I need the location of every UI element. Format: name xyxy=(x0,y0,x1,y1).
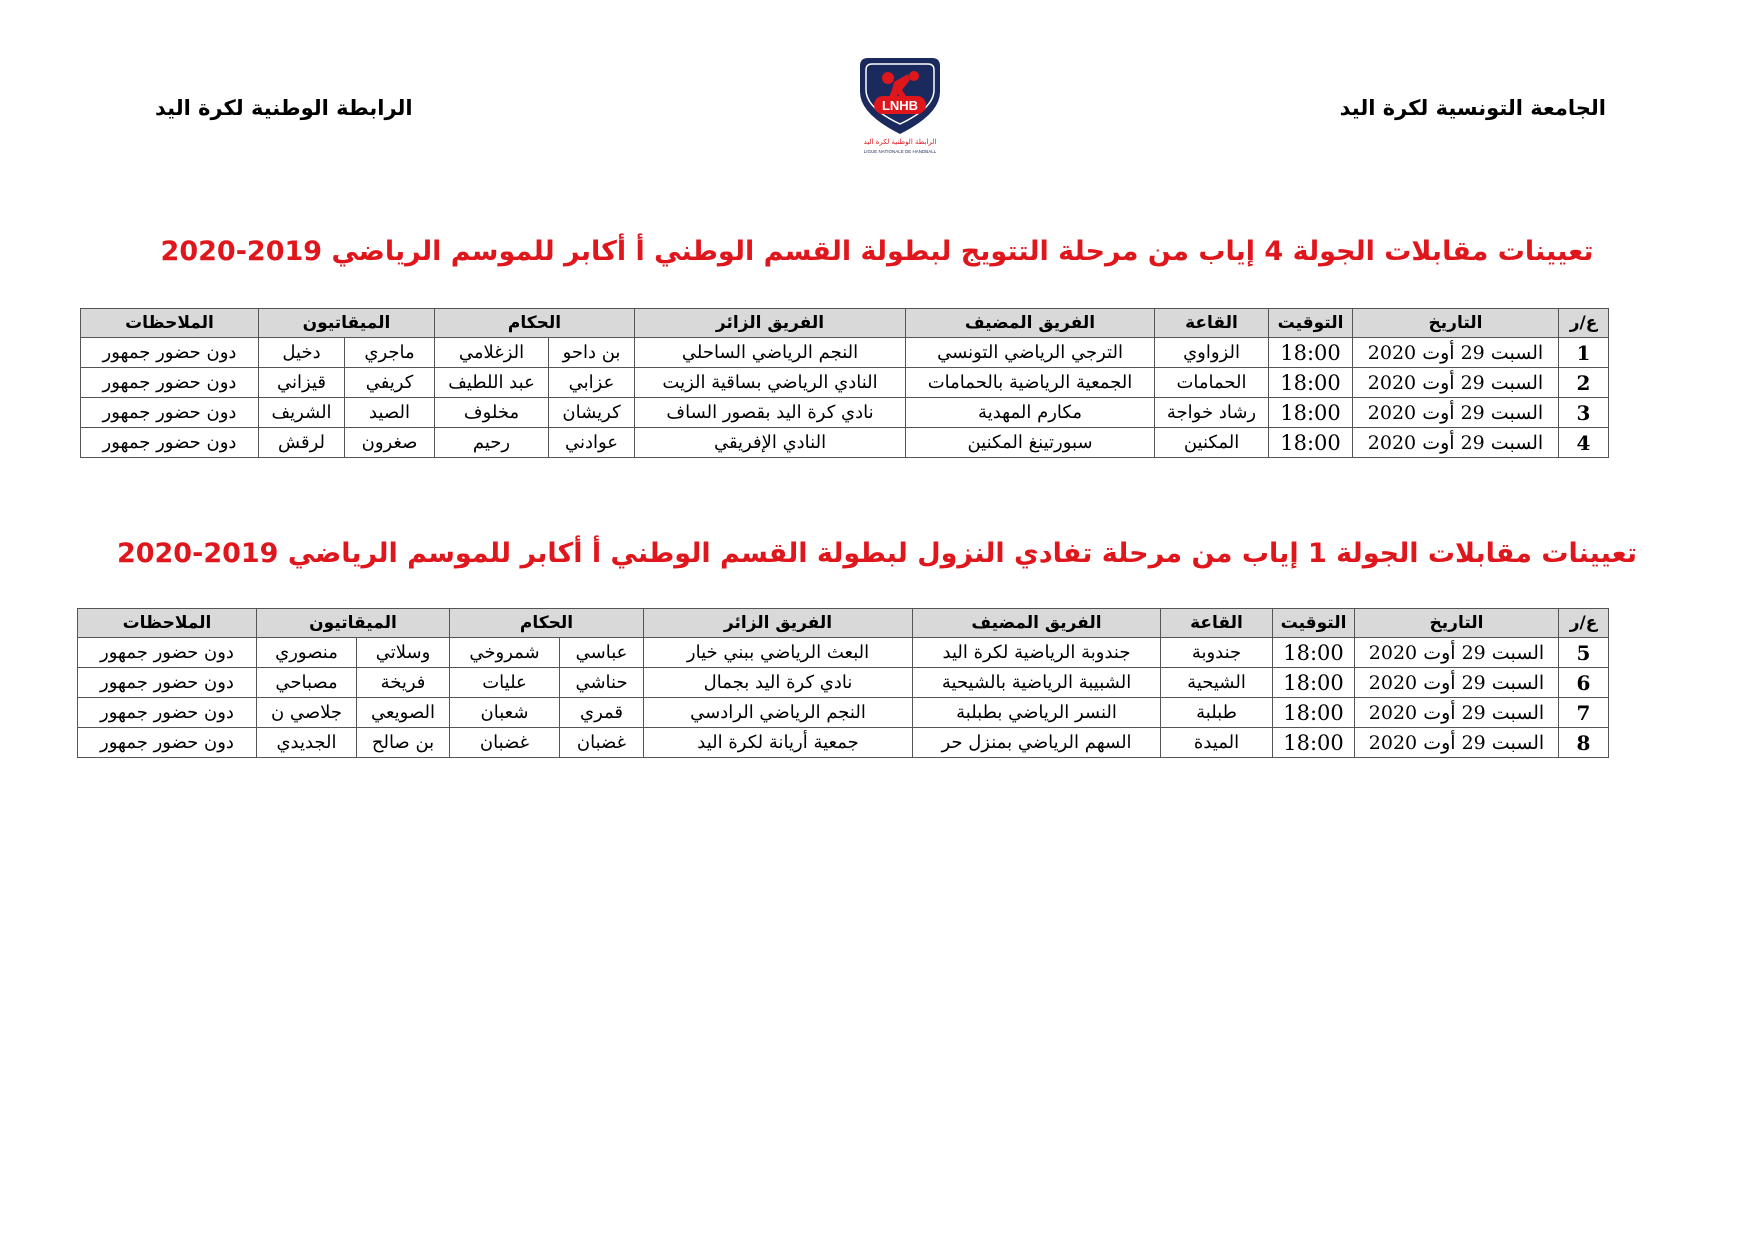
row-referee-2: شعبان xyxy=(450,698,560,728)
col-header-num: ع/ر xyxy=(1559,309,1609,338)
row-referee-2: شمروخي xyxy=(450,638,560,668)
row-referee-1: حناشي xyxy=(560,668,644,698)
col-header-timekeepers: الميقاتيون xyxy=(259,309,435,338)
table-header-row xyxy=(78,609,1609,638)
row-timekeeper-2: قيزاني xyxy=(259,368,345,398)
federation-name: الجامعة التونسية لكرة اليد xyxy=(1339,96,1606,120)
row-home-team: سبورتينغ المكنين xyxy=(906,428,1155,458)
row-num: 6 xyxy=(1559,668,1609,698)
col-header-timekeepers: الميقاتيون xyxy=(257,609,450,638)
row-away-team: النجم الرياضي الساحلي xyxy=(635,338,906,368)
row-timekeeper-1: صغرون xyxy=(345,428,435,458)
col-header-time: التوقيت xyxy=(1273,609,1355,638)
row-num: 4 xyxy=(1559,428,1609,458)
row-away-team: نادي كرة اليد بجمال xyxy=(644,668,913,698)
row-time: 18:00 xyxy=(1273,668,1355,698)
row-date: السبت 29 أوت 2020 xyxy=(1355,668,1559,698)
league-name: الرابطة الوطنية لكرة اليد xyxy=(155,96,413,120)
row-venue: الشيحية xyxy=(1161,668,1273,698)
row-timekeeper-1: كريفي xyxy=(345,368,435,398)
row-referee-2: غضبان xyxy=(450,728,560,758)
col-header-notes: الملاحظات xyxy=(81,309,259,338)
col-header-referees: الحكام xyxy=(435,309,635,338)
row-timekeeper-2: لرقش xyxy=(259,428,345,458)
table-row xyxy=(81,338,1609,368)
assignments-table-2 xyxy=(77,608,1609,758)
row-notes: دون حضور جمهور xyxy=(81,368,259,398)
row-away-team: البعث الرياضي ببني خيار xyxy=(644,638,913,668)
row-away-team: النجم الرياضي الرادسي xyxy=(644,698,913,728)
row-timekeeper-1: الصويعي xyxy=(357,698,450,728)
row-timekeeper-1: الصيد xyxy=(345,398,435,428)
row-venue: الميدة xyxy=(1161,728,1273,758)
col-header-date: التاريخ xyxy=(1355,609,1559,638)
row-timekeeper-1: فريخة xyxy=(357,668,450,698)
row-away-team: نادي كرة اليد بقصور الساف xyxy=(635,398,906,428)
row-referee-1: عباسي xyxy=(560,638,644,668)
row-time: 18:00 xyxy=(1269,338,1353,368)
row-notes: دون حضور جمهور xyxy=(78,668,257,698)
col-header-notes: الملاحظات xyxy=(78,609,257,638)
row-time: 18:00 xyxy=(1273,698,1355,728)
row-notes: دون حضور جمهور xyxy=(78,728,257,758)
table-row xyxy=(78,638,1609,668)
col-header-referees: الحكام xyxy=(450,609,644,638)
section-2-title: تعيينات مقابلات الجولة 1 إياب من مرحلة تفادي النزول لبطولة القسم الوطني أ أكابر للموسم الرياضي 2019-2020 xyxy=(116,538,1638,569)
section-1-title: تعيينات مقابلات الجولة 4 إياب من مرحلة التتويج لبطولة القسم الوطني أ أكابر للموسم الرياضي 2019-2020 xyxy=(160,236,1594,267)
row-home-team: الجمعية الرياضية بالحمامات xyxy=(906,368,1155,398)
row-num: 7 xyxy=(1559,698,1609,728)
row-home-team: الشبيبة الرياضية بالشيحية xyxy=(913,668,1161,698)
row-referee-1: غضبان xyxy=(560,728,644,758)
table-row xyxy=(81,368,1609,398)
row-timekeeper-1: بن صالح xyxy=(357,728,450,758)
row-referee-1: عزابي xyxy=(549,368,635,398)
col-header-home: الفريق المضيف xyxy=(913,609,1161,638)
col-header-away: الفريق الزائر xyxy=(644,609,913,638)
row-time: 18:00 xyxy=(1269,398,1353,428)
row-time: 18:00 xyxy=(1273,638,1355,668)
row-date: السبت 29 أوت 2020 xyxy=(1353,428,1559,458)
row-time: 18:00 xyxy=(1273,728,1355,758)
row-venue: جندوبة xyxy=(1161,638,1273,668)
lnhb-logo xyxy=(848,52,952,158)
table-row xyxy=(81,398,1609,428)
row-timekeeper-2: منصوري xyxy=(257,638,357,668)
row-timekeeper-2: دخيل xyxy=(259,338,345,368)
row-away-team: جمعية أريانة لكرة اليد xyxy=(644,728,913,758)
row-venue: طبلبة xyxy=(1161,698,1273,728)
row-notes: دون حضور جمهور xyxy=(81,398,259,428)
row-timekeeper-1: ماجري xyxy=(345,338,435,368)
row-home-team: السهم الرياضي بمنزل حر xyxy=(913,728,1161,758)
lnhb-logo-graphic xyxy=(848,52,952,158)
logo-text: LNHB xyxy=(881,98,919,113)
row-home-team: النسر الرياضي بطبلبة xyxy=(913,698,1161,728)
row-venue: المكنين xyxy=(1155,428,1269,458)
col-header-venue: القاعة xyxy=(1161,609,1273,638)
row-timekeeper-2: الشريف xyxy=(259,398,345,428)
logo-subtitle-fr: LIGUE NATIONALE DE HANDBALL xyxy=(863,149,937,154)
row-referee-2: مخلوف xyxy=(435,398,549,428)
table-header-row xyxy=(81,309,1609,338)
logo-subtitle-ar: الرابطة الوطنية لكرة اليد xyxy=(863,138,937,146)
row-notes: دون حضور جمهور xyxy=(81,338,259,368)
assignments-table-1 xyxy=(80,308,1609,458)
row-home-team: الترجي الرياضي التونسي xyxy=(906,338,1155,368)
col-header-num: ع/ر xyxy=(1559,609,1609,638)
row-referee-2: رحيم xyxy=(435,428,549,458)
row-notes: دون حضور جمهور xyxy=(81,428,259,458)
row-home-team: جندوبة الرياضية لكرة اليد xyxy=(913,638,1161,668)
row-referee-1: عوادني xyxy=(549,428,635,458)
table-row xyxy=(81,428,1609,458)
row-num: 8 xyxy=(1559,728,1609,758)
row-notes: دون حضور جمهور xyxy=(78,638,257,668)
row-date: السبت 29 أوت 2020 xyxy=(1353,338,1559,368)
col-header-time: التوقيت xyxy=(1269,309,1353,338)
row-timekeeper-2: الجديدي xyxy=(257,728,357,758)
row-timekeeper-2: مصباحي xyxy=(257,668,357,698)
row-referee-1: كريشان xyxy=(549,398,635,428)
row-date: السبت 29 أوت 2020 xyxy=(1355,638,1559,668)
row-away-team: النادي الإفريقي xyxy=(635,428,906,458)
row-away-team: النادي الرياضي بساقية الزيت xyxy=(635,368,906,398)
col-header-away: الفريق الزائر xyxy=(635,309,906,338)
row-time: 18:00 xyxy=(1269,368,1353,398)
row-venue: رشاد خواجة xyxy=(1155,398,1269,428)
row-venue: الزواوي xyxy=(1155,338,1269,368)
row-home-team: مكارم المهدية xyxy=(906,398,1155,428)
row-num: 1 xyxy=(1559,338,1609,368)
row-referee-1: بن داحو xyxy=(549,338,635,368)
table-row xyxy=(78,668,1609,698)
row-referee-1: قمري xyxy=(560,698,644,728)
row-referee-2: عليات xyxy=(450,668,560,698)
row-date: السبت 29 أوت 2020 xyxy=(1355,698,1559,728)
row-num: 2 xyxy=(1559,368,1609,398)
row-date: السبت 29 أوت 2020 xyxy=(1353,368,1559,398)
col-header-home: الفريق المضيف xyxy=(906,309,1155,338)
row-notes: دون حضور جمهور xyxy=(78,698,257,728)
row-venue: الحمامات xyxy=(1155,368,1269,398)
row-date: السبت 29 أوت 2020 xyxy=(1355,728,1559,758)
row-referee-2: الزغلامي xyxy=(435,338,549,368)
row-time: 18:00 xyxy=(1269,428,1353,458)
row-num: 3 xyxy=(1559,398,1609,428)
col-header-venue: القاعة xyxy=(1155,309,1269,338)
table-row xyxy=(78,728,1609,758)
row-date: السبت 29 أوت 2020 xyxy=(1353,398,1559,428)
row-referee-2: عبد اللطيف xyxy=(435,368,549,398)
row-num: 5 xyxy=(1559,638,1609,668)
row-timekeeper-1: وسلاتي xyxy=(357,638,450,668)
row-timekeeper-2: جلاصي ن xyxy=(257,698,357,728)
table-row xyxy=(78,698,1609,728)
col-header-date: التاريخ xyxy=(1353,309,1559,338)
